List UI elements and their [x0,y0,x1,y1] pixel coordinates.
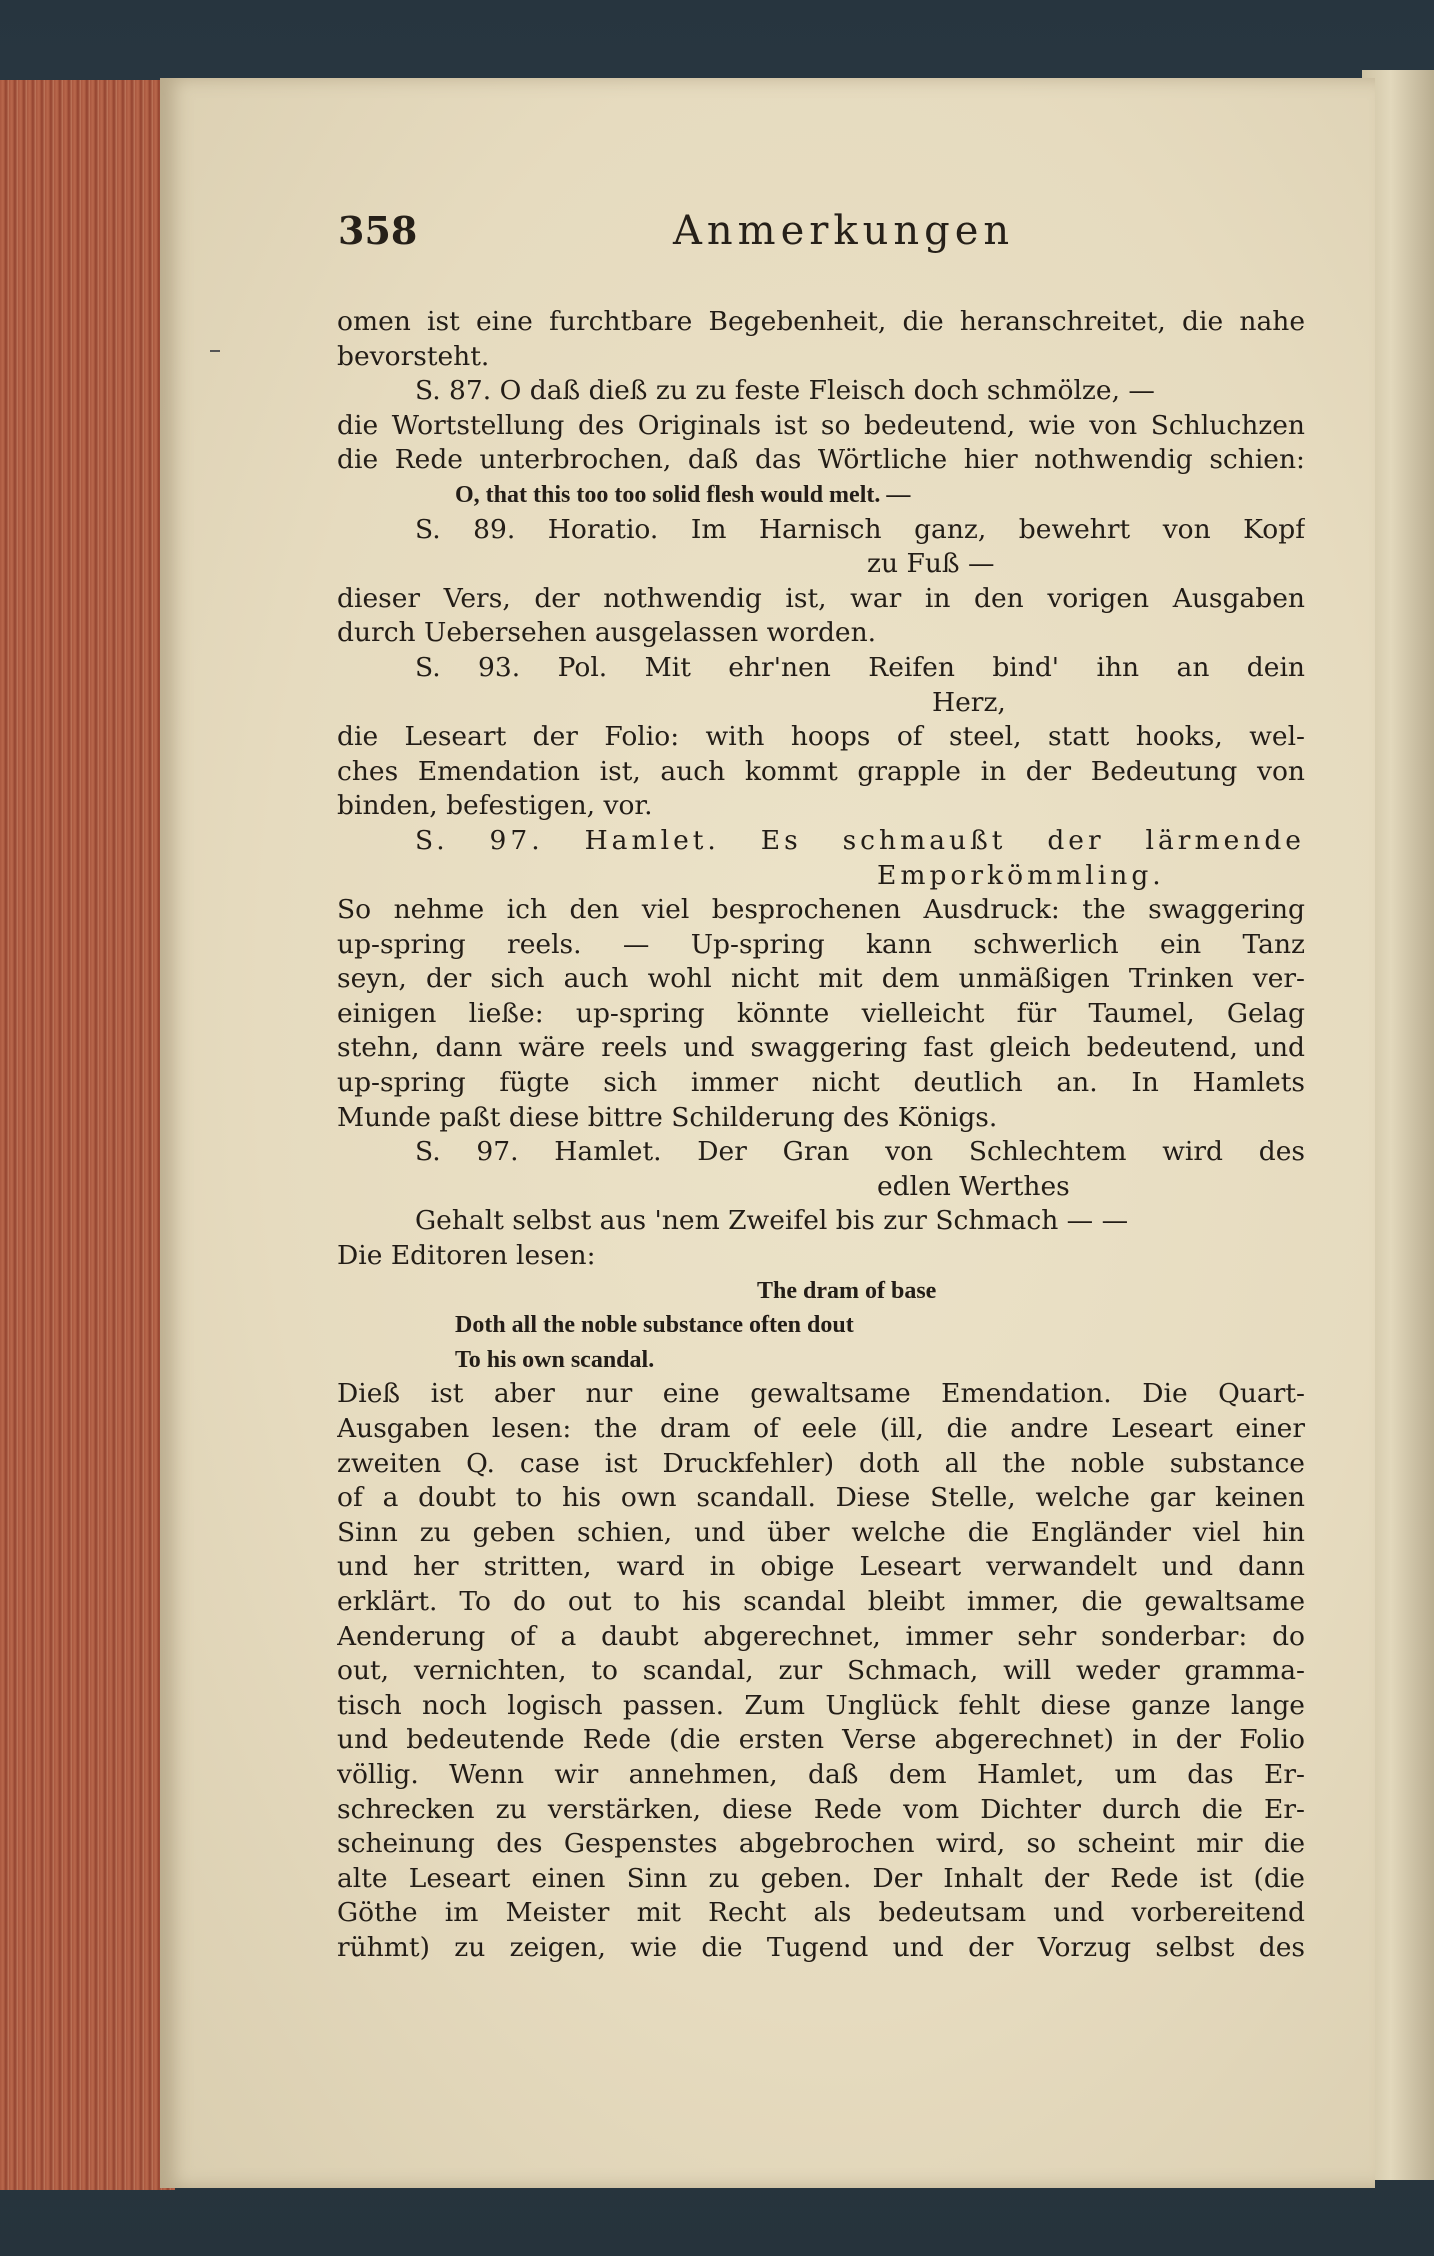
text-line: omen ist eine furchtbare Begebenheit, die heranschreitet, die nahe [337,306,1305,337]
text-line: Ausgaben lesen: the dram of eele (ill, die andre Leseart einer [337,1413,1305,1444]
quote-line: Doth all the noble substance often dout [455,1312,854,1339]
quote-line: The dram of base [757,1277,937,1304]
text-line: Emporkömmling. [877,859,1165,891]
text-line: ches Emendation ist, auch kommt grapple in der Bedeutung von [337,755,1305,787]
text-line: stehn, dann wäre reels und swaggering fast gleich bedeutend, und [337,1032,1305,1064]
text-line: up-spring reels. — Up-spring kann schwerlich ein Tanz [337,928,1305,960]
text-line: up-spring fügte sich immer nicht deutlich an. In Hamlets [337,1067,1305,1099]
text-line: of a doubt to his own scandall. Diese Stelle, welche gar keinen [337,1482,1305,1514]
text-line: S. 97. Hamlet. Der Gran von Schlechtem wird des [415,1136,1305,1168]
text-line: seyn, der sich auch wohl nicht mit dem unmäßigen Trinken ver- [337,963,1305,995]
text-line: Göthe im Meister mit Recht als bedeutsam und vorbereitend [337,1897,1305,1929]
text-line: bevorsteht. [337,340,490,372]
text-line: Sinn zu geben schien, und über welche die Engländer viel hin [337,1516,1305,1548]
text-line: einigen ließe: up-spring könnte vielleicht für Taumel, Gelag [337,997,1305,1029]
text-line: die Wortstellung des Originals ist so bedeutend, wie von Schluchzen [337,409,1305,441]
text-line: tisch noch logisch passen. Zum Unglück fehlt diese ganze lange [337,1689,1305,1721]
text-line: schrecken zu verstärken, diese Rede vom Dichter durch die Er- [337,1793,1305,1825]
text-line: alte Leseart einen Sinn zu geben. Der Inhalt der Rede ist (die [337,1862,1305,1894]
text-line: erklärt. To do out to his scandal bleibt immer, die gewaltsame [337,1585,1305,1617]
body-text [337,305,1305,1966]
text-line: S. 89. Horatio. Im Harnisch ganz, bewehrt von Kopf [415,513,1305,545]
text-line: die Rede unterbrochen, daß das Wörtliche hier nothwendig schien: [337,444,1305,476]
text-line: So nehme ich den viel besprochenen Ausdruck: the swaggering [337,894,1305,926]
text-line: rühmt) zu zeigen, wie die Tugend und der Vorzug selbst des [337,1931,1305,1963]
text-line: die Leseart der Folio: with hoops of steel, statt hooks, wel- [337,721,1305,753]
text-line: out, vernichten, to scandal, zur Schmach, will weder gramma- [337,1655,1305,1687]
text-line: S. 87. O daß dieß zu zu feste Fleisch doch schmölze, — [415,375,1155,407]
page-edges-left [0,80,175,2190]
text-line: und bedeutende Rede (die ersten Verse abgerechnet) in der Folio [337,1724,1305,1756]
text-line: edlen Werthes [877,1170,1070,1202]
margin-mark [210,350,220,352]
text-line: S. 97. Hamlet. Es schmaußt der lärmende [415,824,1305,856]
text-line: völlig. Wenn wir annehmen, daß dem Hamlet, um das Er- [337,1758,1305,1790]
text-line: Herz, [932,686,1006,718]
text-line: Dieß ist aber nur eine gewaltsame Emendation. Die Quart- [337,1378,1305,1410]
page-number: 358 [338,208,418,253]
text-line: zweiten Q. case ist Druckfehler) doth all the noble substance [337,1447,1305,1479]
text-line: dieser Vers, der nothwendig ist, war in den vorigen Ausgaben [337,582,1305,614]
quote-line: To his own scandal. [455,1346,655,1373]
page-header [338,208,1298,268]
text-line: binden, befestigen, vor. [337,790,653,822]
text-line: durch Uebersehen ausgelassen worden. [337,617,877,649]
text-line: zu Fuß — [867,548,995,580]
quote-line: O, that this too too solid flesh would melt. — [455,481,911,508]
text-line: S. 93. Pol. Mit ehr'nen Reifen bind' ihn an dein [415,651,1305,683]
text-line: Gehalt selbst aus 'nem Zweifel bis zur Schmach — — [415,1205,1129,1237]
text-line: scheinung des Gespenstes abgebrochen wird, so scheint mir die [337,1828,1305,1860]
text-line: Die Editoren lesen: [337,1240,596,1272]
running-title: Anmerkungen [673,208,1015,254]
text-line: Munde paßt diese bittre Schilderung des Königs. [337,1101,998,1133]
text-line: und her stritten, ward in obige Leseart verwandelt und dann [337,1551,1305,1583]
text-line: Aenderung of a daubt abgerechnet, immer sehr sonderbar: do [337,1620,1305,1652]
